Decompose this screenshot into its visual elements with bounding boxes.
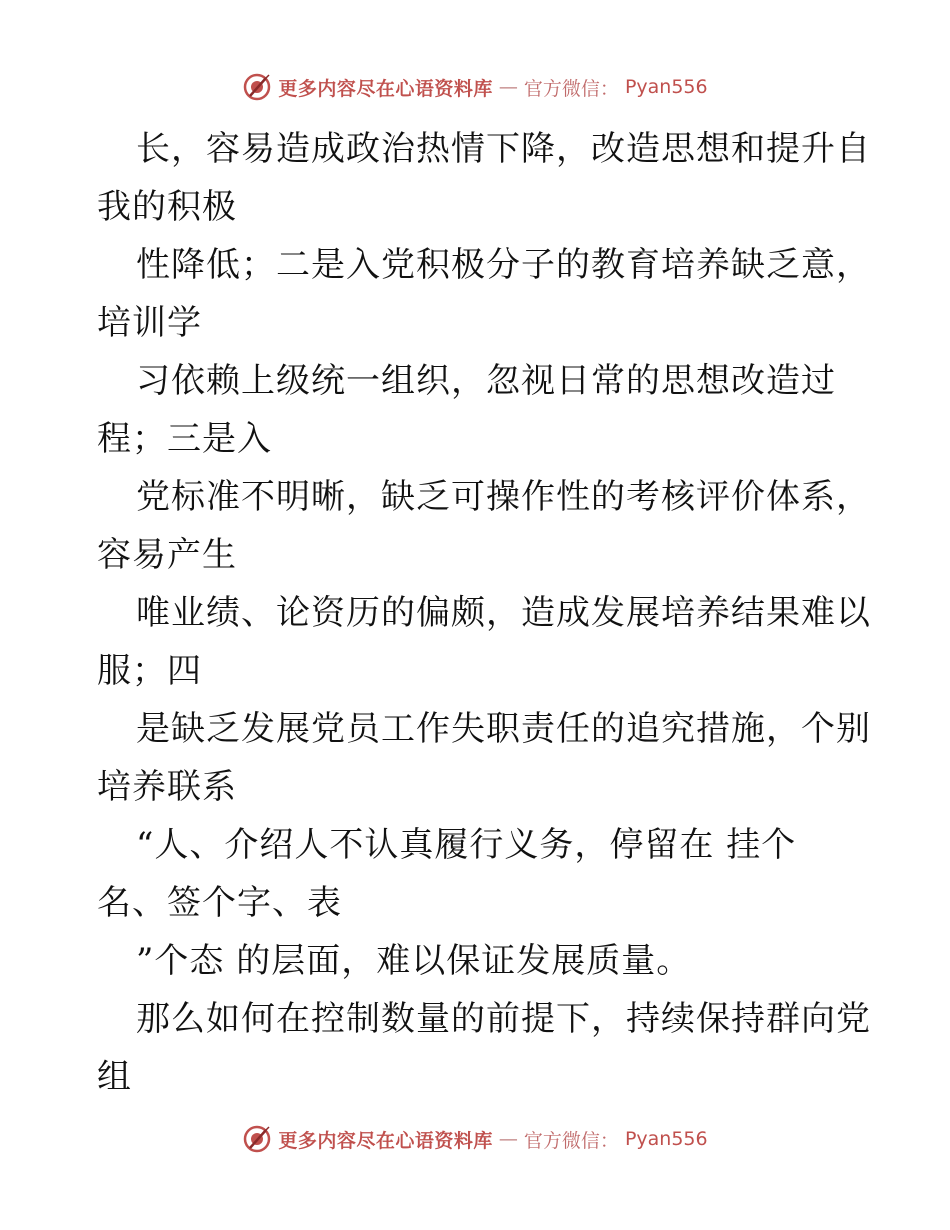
header-banner xyxy=(0,72,950,102)
footer-wechat-id: Pyan556 xyxy=(624,1128,708,1150)
footer-wechat-label: 官方微信： xyxy=(523,1129,619,1152)
text-line: “人、介绍人不认真履行义务，停留在 挂个 xyxy=(136,825,797,865)
footer-banner xyxy=(0,1124,950,1154)
text-line: 培养联系 xyxy=(97,767,237,807)
text-line: 培训学 xyxy=(97,303,202,343)
text-line: 长，容易造成政治热情下降，改造思想和提升自 xyxy=(136,129,871,169)
text-line: 习依赖上级统一组织，忽视日常的思想改造过 xyxy=(136,361,836,401)
text-line: 我的积极 xyxy=(97,187,237,227)
text-line: ”个态 的层面，难以保证发展质量。 xyxy=(136,941,692,981)
footer-separator: — xyxy=(498,1128,518,1150)
text-line: 那么如何在控制数量的前提下，持续保持群向党 xyxy=(136,999,871,1039)
header-brand: 更多内容尽在心语资料库 xyxy=(278,77,493,100)
text-line: 服；四 xyxy=(97,651,202,691)
header-wechat-label: 官方微信： xyxy=(523,77,619,100)
text-line: 名、签个字、表 xyxy=(97,883,342,923)
text-line: 唯业绩、论资历的偏颇，造成发展培养结果难以 xyxy=(136,593,871,633)
text-line: 是缺乏发展党员工作失职责任的追究措施，个别 xyxy=(136,709,871,749)
pen-logo-icon xyxy=(242,72,272,102)
footer-brand: 更多内容尽在心语资料库 xyxy=(278,1129,493,1152)
pen-logo-icon xyxy=(242,1124,272,1154)
text-line: 容易产生 xyxy=(97,535,237,575)
header-wechat-id: Pyan556 xyxy=(624,76,708,98)
header-separator: — xyxy=(498,76,518,98)
text-line: 党标准不明晰，缺乏可操作性的考核评价体系， xyxy=(136,477,871,517)
text-line: 程；三是入 xyxy=(97,419,272,459)
text-line: 性降低；二是入党积极分子的教育培养缺乏意， xyxy=(136,245,871,285)
text-line: 组 xyxy=(97,1057,132,1097)
document-body xyxy=(97,120,871,1106)
